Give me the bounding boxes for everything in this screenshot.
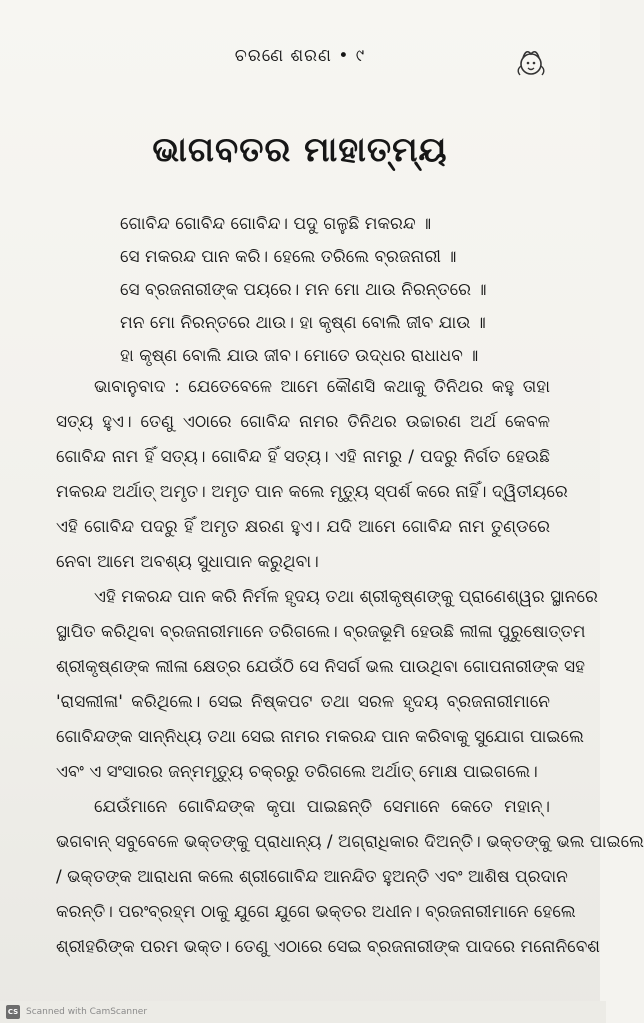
text-line: କରନ୍ତି। ପରଂବ୍ରହ୍ମ ଠାକୁ ଯୁଗେ ଯୁଗେ ଭକ୍ତର ଅଧୀନ। ବ୍ରଜନାରୀମାନେ ହେଲେ xyxy=(56,902,576,922)
cherub-ornament-icon xyxy=(514,44,548,82)
text-line: 'ରାସଲୀଳା' କରିଥିଲେ। ସେଇ ନିଷ୍କପଟ ତଥା ସରଳ ହୃଦୟ ବ୍ରଜନାରୀମାନେ xyxy=(56,692,550,712)
running-head: ଚରଣେ ଶରଣ • ୯ xyxy=(234,46,366,66)
verse-line: ସେ ମକରନ୍ଦ ପାନ କରି। ହେଲେ ତରିଲେ ବ୍ରଜନାରୀ ॥ xyxy=(120,247,457,267)
paragraph-translation xyxy=(56,370,568,580)
text-line: ଶ୍ରୀକୃଷ୍ଣଙ୍କ ଲୀଳା କ୍ଷେତ୍ର ଯେଉଁଠି ସେ ନିସର୍ଗ ଭଲ ପାଉଥିବା ଗୋପନାରୀଙ୍କ ସହ xyxy=(56,657,586,677)
verse-block xyxy=(120,208,540,373)
text-line: ଭାବାନୁବାଦ : ଯେତେବେଳେ ଆମେ କୌଣସି କଥାକୁ ତିନିଥର କହୁ ତାହା xyxy=(94,377,550,397)
text-line: ଗୋବିନ୍ଦ ନାମ ହିଁ ସତ୍ୟ। ଗୋବିନ୍ଦ ହିଁ ସତ୍ୟ। ଏହି ନାମରୁ / ପଦରୁ ନିର୍ଗତ ହେଉଛି xyxy=(56,447,550,467)
text-line: ସ୍ଥାପିତ କରିଥିବା ବ୍ରଜନାରୀମାନେ ତରିଗଲେ। ବ୍ରଜଭୂମି ହେଉଛି ଲୀଳା ପୁରୁଷୋତ୍ତମ xyxy=(56,622,586,642)
camscanner-logo-icon: CS xyxy=(6,1005,20,1019)
text-line: ଗୋବିନ୍ଦଙ୍କ ସାନ୍ନିଧ୍ୟ ତଥା ସେଇ ନାମର ମକରନ୍ଦ ପାନ କରିବାକୁ ସୁଯୋଗ ପାଇଲେ xyxy=(56,727,584,747)
text-line: ଏହି ଗୋବିନ୍ଦ ପଦରୁ ହିଁ ଅମୃତ କ୍ଷରଣ ହୁଏ। ଯଦି ଆମେ ଗୋବିନ୍ଦ ନାମ ତୁଣ୍ଡରେ xyxy=(56,517,550,537)
scanner-watermark xyxy=(0,1001,606,1023)
watermark-text: Scanned with CamScanner xyxy=(26,1007,148,1017)
text-line: ଏବଂ ଏ ସଂସାରର ଜନ୍ମମୃତ୍ୟୁ ଚକ୍ରରୁ ତରିଗଲେ ଅର୍ଥାତ୍ ମୋକ୍ଷ ପାଇଗଲେ। xyxy=(56,762,538,782)
page-title: ଭାଗବତର ମାହାତ୍ମ୍ୟ xyxy=(152,130,448,170)
paragraph-2 xyxy=(56,580,598,790)
verse-line: ମନ ମୋ ନିରନ୍ତରେ ଥାଉ। ହା କୃଷ୍ଣ ବୋଲି ଜୀବ ଯାଉ ॥ xyxy=(120,313,486,333)
verse-line: ଗୋବିନ୍ଦ ଗୋବିନ୍ଦ ଗୋବିନ୍ଦ। ପଦୁ ଗଳୁଛି ମକରନ୍ଦ ॥ xyxy=(120,214,432,234)
text-line: ଏହି ମକରନ୍ଦ ପାନ କରି ନିର୍ମଳ ହୃଦୟ ତଥା ଶ୍ରୀକୃଷ୍ଣଙ୍କୁ ପ୍ରାଣେଶ୍ୱର ସ୍ଥାନରେ xyxy=(94,587,598,607)
text-line: ନେବା ଆମେ ଅବଶ୍ୟ ସୁଧାପାନ କରୁଥିବା। xyxy=(56,552,319,572)
text-line: ଭଗବାନ୍ ସବୁବେଳେ ଭକ୍ତଙ୍କୁ ପ୍ରାଧାନ୍ୟ / ଅଗ୍ରାଧିକାର ଦିଅନ୍ତି। ଭକ୍ତଙ୍କୁ ଭଲ ପାଇଲେ xyxy=(56,832,644,852)
text-line: ସତ୍ୟ ହୁଏ। ତେଣୁ ଏଠାରେ ଗୋବିନ୍ଦ ନାମର ତିନିଥର ଉଚ୍ଚାରଣ ଅର୍ଥ କେବଳ xyxy=(56,412,550,432)
verse-line: ସେ ବ୍ରଜନାରୀଙ୍କ ପୟରେ। ମନ ମୋ ଥାଉ ନିରନ୍ତରେ ॥ xyxy=(120,280,487,300)
text-line: ମକରନ୍ଦ ଅର୍ଥାତ୍ ଅମୃତ। ଅମୃତ ପାନ କଲେ ମୃତ୍ୟୁ ସ୍ପର୍ଶ କରେ ନାହିଁ। ଦ୍ୱିତୀୟରେ xyxy=(56,482,568,502)
text-line: ଯେଉଁମାନେ ଗୋବିନ୍ଦଙ୍କ କୃପା ପାଇଛନ୍ତି ସେମାନେ କେତେ ମହାନ୍। xyxy=(94,797,550,817)
text-line: / ଭକ୍ତଙ୍କ ଆରାଧନା କଲେ ଶ୍ରୀଗୋବିନ୍ଦ ଆନନ୍ଦିତ ହୁଅନ୍ତି ଏବଂ ଆଶିଷ ପ୍ରଦାନ xyxy=(56,867,568,887)
paragraph-3 xyxy=(56,790,644,965)
verse-line: ହା କୃଷ୍ଣ ବୋଲି ଯାଉ ଜୀବ। ମୋତେ ଉଦ୍ଧର ରାଧାଧବ ॥ xyxy=(120,346,479,366)
text-line: ଶ୍ରୀହରିଙ୍କ ପରମ ଭକ୍ତ। ତେଣୁ ଏଠାରେ ସେଇ ବ୍ରଜନାରୀଙ୍କ ପାଦରେ ମନୋନିବେଶ xyxy=(56,937,600,957)
